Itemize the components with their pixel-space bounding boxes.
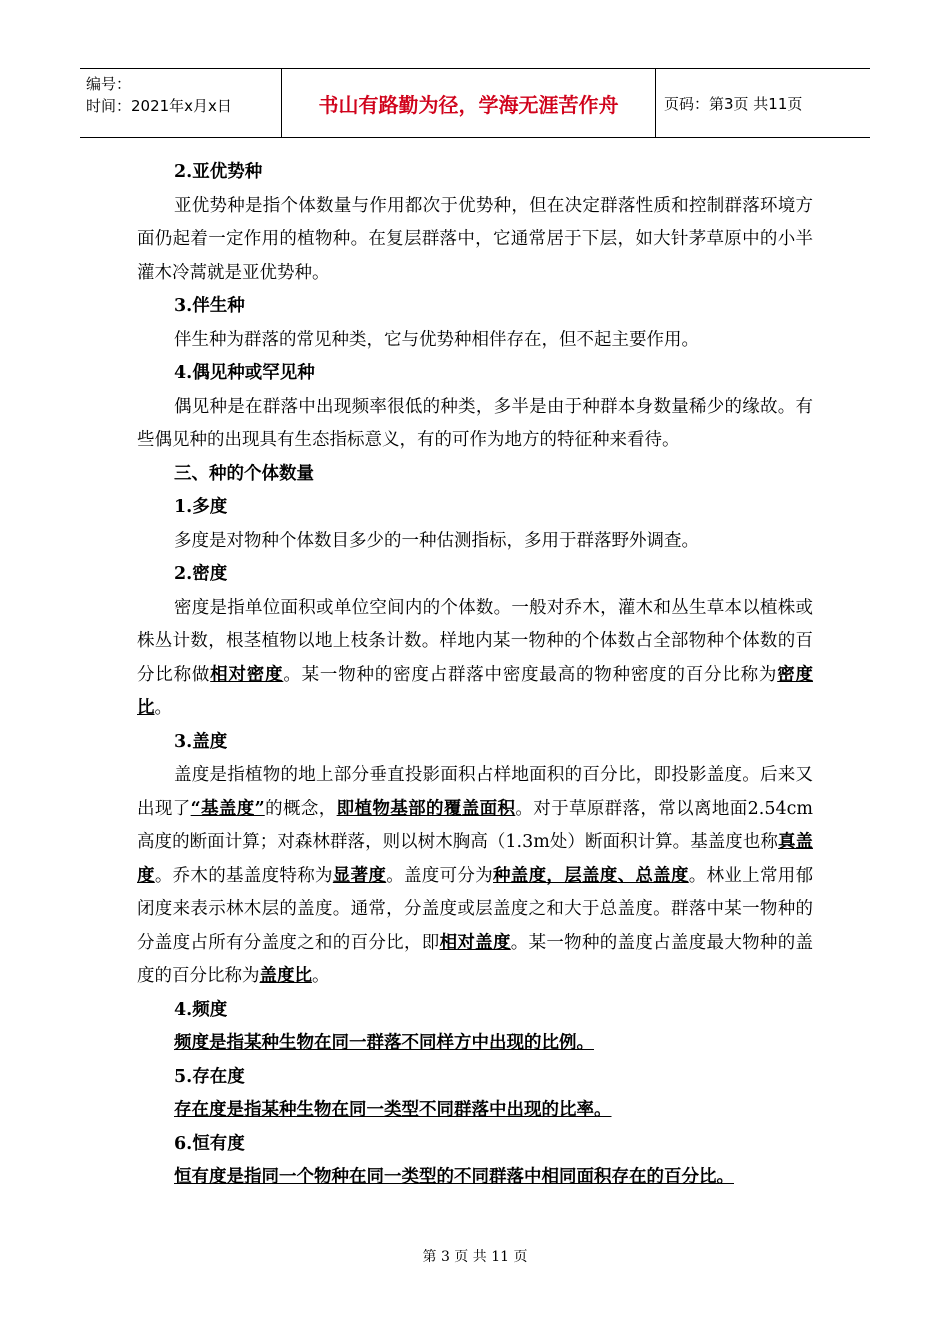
paragraph-abundance: 多度是对物种个体数目多少的一种估测指标，多用于群落野外调查。 — [174, 530, 699, 551]
heading-section-3: 三、种的个体数量 — [174, 463, 314, 484]
density-text-b: 。某一物种的密度占群落中密度最高的物种密度的百分比称为 — [283, 664, 778, 685]
document-body — [137, 156, 813, 1195]
heading-companion: 3.伴生种 — [174, 296, 245, 316]
header-page-info: 页码：第3页 共11页 — [664, 94, 803, 113]
heading-constancy: 6.恒有度 — [174, 1133, 245, 1154]
heading-rare: 4.偶见种或罕见种 — [174, 363, 315, 383]
cover-text-a: 盖度是指植物的地上部分垂直投影面积占样地面积的百分比，即投影盖度。后来又出现了 — [137, 765, 813, 819]
term-cover-types: 种盖度，层盖度、总盖度 — [493, 865, 689, 886]
paragraph-companion: 伴生种为群落的常见种类，它与优势种相伴存在，但不起主要作用。 — [174, 329, 699, 350]
term-dominance: 显著度 — [332, 865, 387, 886]
header-meta — [80, 69, 282, 137]
heading-density: 2.密度 — [174, 564, 228, 584]
heading-sub-dominant: 2.亚优势种 — [174, 162, 263, 182]
time-label: 时间：2021年x月x日 — [86, 97, 232, 115]
heading-abundance: 1.多度 — [174, 497, 228, 517]
term-cover-ratio: 盖度比 — [259, 966, 312, 986]
paragraph-rare: 偶见种是在群落中出现频率很低的种类，多半是由于种群本身数量稀少的缘故。有些偶见种的出现具有生态指标意义，有的可作为地方的特征种来看待。 — [137, 396, 813, 450]
page-header — [80, 68, 870, 138]
cover-text-e: 。盖度可分为 — [386, 865, 493, 886]
cover-text-d: 。乔木的基盖度特称为 — [154, 865, 333, 886]
paragraph-frequency: 频度是指某种生物在同一群落不同样方中出现的比例。 — [174, 1033, 594, 1053]
number-label: 编号： — [86, 75, 132, 93]
term-relative-density: 相对密度 — [210, 664, 284, 685]
term-density-ratio: 密度比 — [137, 664, 814, 718]
term-basal-cover-def: 即植物基部的覆盖面积 — [336, 798, 516, 819]
density-text-c: 。 — [154, 698, 172, 718]
paragraph-presence: 存在度是指某种生物在同一类型不同群落中出现的比率。 — [174, 1100, 612, 1120]
density-text-a: 密度是指单位面积或单位空间内的个体数。一般对乔木，灌木和丛生草本以植株或株丛计数，根茎植物以地上枝条计数。样地内某一物种的个体数占全部物种个体数的百分比称做 — [137, 597, 813, 685]
heading-frequency: 4.频度 — [174, 999, 228, 1020]
cover-text-h: 。 — [312, 966, 330, 986]
term-true-cover: 真盖度 — [137, 832, 813, 886]
term-relative-cover: 相对盖度 — [439, 932, 511, 953]
cover-text-f: 。林业上常用郁闭度来表示林木层的盖度。通常，分盖度或层盖度之和大于总盖度。群落中某一物种的分盖度占所有分盖度之和的百分比，即 — [137, 865, 814, 953]
cover-text-b: 的概念， — [264, 798, 337, 819]
header-motto: 书山有路勤为径，学海无涯苦作舟 — [282, 69, 656, 137]
cover-text-c: 。对于草原群落，常以离地面2.54cm高度的断面计算；对森林群落，则以树木胸高（1.3m处）断面积计算。基盖度也称 — [137, 798, 814, 852]
paragraph-constancy: 恒有度是指同一个物种在同一类型的不同群落中相同面积存在的百分比。 — [174, 1167, 734, 1187]
paragraph-sub-dominant: 亚优势种是指个体数量与作用都次于优势种，但在决定群落性质和控制群落环境方面仍起着一定作用的植物种。在复层群落中，它通常居于下层，如大针茅草原中的小半灌木冷蒿就是亚优势种。 — [137, 195, 813, 283]
paragraph-cover — [137, 759, 813, 994]
heading-cover: 3.盖度 — [174, 731, 228, 752]
page-footer: 第 3 页 共 11 页 — [422, 1249, 528, 1265]
paragraph-density — [137, 592, 813, 726]
cover-text-g: 。某一物种的盖度占盖度最大物种的盖度的百分比称为 — [137, 932, 814, 986]
heading-presence: 5.存在度 — [174, 1066, 245, 1087]
term-basal-cover: “基盖度” — [190, 798, 265, 819]
